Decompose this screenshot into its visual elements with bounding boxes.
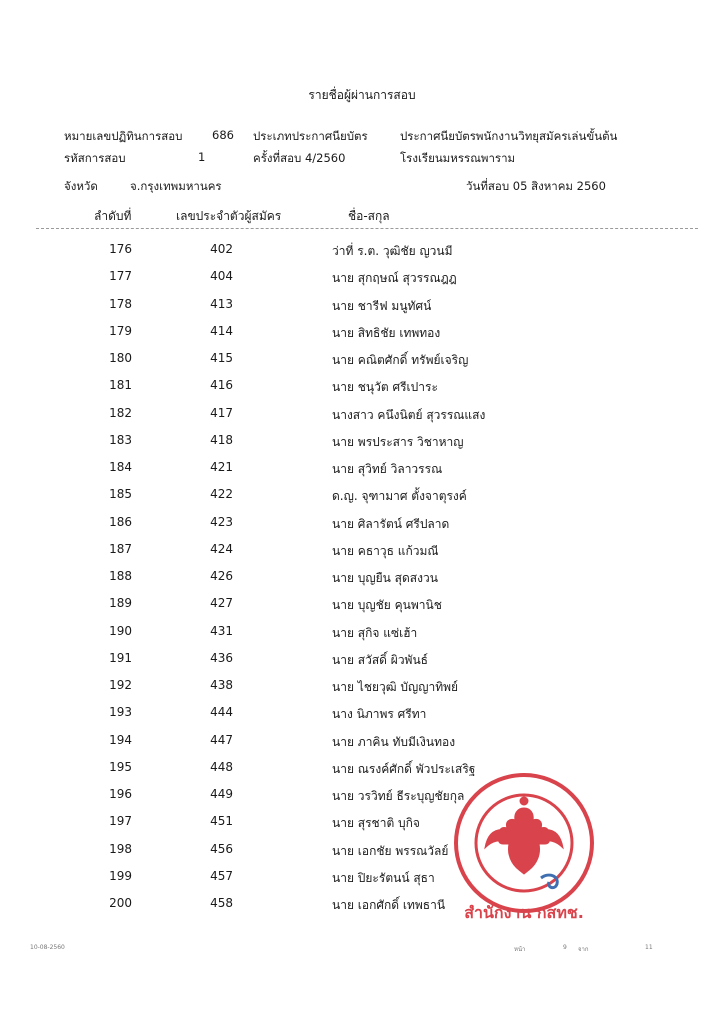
table-row [0, 297, 724, 317]
print-date: 10-08-2560 [30, 944, 65, 951]
row-name: นาย คธาวุธ แก้วมณี [332, 543, 439, 558]
row-seq: 189 [109, 596, 132, 611]
row-applicant-id: 427 [210, 596, 233, 611]
row-name: นาย ไชยวุฒิ บัญญาทิพย์ [332, 680, 459, 694]
row-applicant-id: 458 [210, 896, 233, 910]
row-name: นาย ชนุวัต ศรีเปาระ [332, 380, 438, 395]
exam-round: ครั้งที่สอบ 4/2560 [253, 151, 346, 165]
row-seq: 181 [109, 378, 132, 393]
row-name: นาย บุญชัย คุนพานิช [332, 598, 442, 613]
row-seq: 176 [109, 242, 132, 256]
row-applicant-id: 457 [210, 868, 233, 883]
table-row [0, 542, 724, 562]
row-name: นาย สุรชาติ บุกิจ [332, 816, 420, 831]
row-seq: 186 [109, 514, 132, 529]
exam-date: วันที่สอบ 05 สิงหาคม 2560 [466, 179, 606, 193]
row-name: นาย พรประสาร วิชาหาญ [332, 434, 464, 449]
row-seq: 195 [109, 759, 132, 774]
row-seq: 182 [109, 405, 132, 420]
row-seq: 192 [109, 678, 132, 692]
province-label: จังหวัด [64, 179, 98, 193]
row-seq: 185 [109, 487, 132, 502]
exam-code-label: รหัสการสอบ [64, 151, 126, 165]
row-seq: 194 [109, 732, 132, 747]
row-applicant-id: 447 [210, 732, 233, 747]
row-seq: 178 [109, 296, 132, 311]
row-name: นาย ปิยะรัตนน์ สุธา [332, 870, 435, 885]
row-name: นาย สุกิจ แซ่เฮ้า [332, 625, 418, 640]
certificate-type-label: ประเภทประกาศนียบัตร [253, 129, 368, 143]
row-name: นาย ณรงค์ศักดิ์ พัวประเสริฐ [332, 761, 476, 776]
row-seq: 200 [109, 896, 132, 910]
notice-label: หมายเลขปฏิทินการสอบ [64, 129, 183, 143]
row-applicant-id: 417 [210, 405, 233, 420]
table-row [0, 705, 724, 725]
province-value: จ.กรุงเทพมหานคร [130, 179, 222, 193]
row-applicant-id: 421 [210, 460, 233, 474]
table-row [0, 651, 724, 671]
row-applicant-id: 426 [210, 569, 233, 583]
row-applicant-id: 436 [210, 650, 233, 665]
row-name: นาย ภาคิน ทับมีเงินทอง [332, 734, 456, 749]
page-total: 11 [645, 944, 653, 951]
table-row [0, 869, 724, 889]
row-seq: 188 [109, 569, 132, 583]
table-row [0, 596, 724, 616]
row-applicant-id: 415 [210, 351, 233, 365]
table-row [0, 733, 724, 753]
row-name: นาย สวัสดิ์ ผิวพันธ์ [332, 652, 428, 667]
table-row [0, 433, 724, 453]
row-seq: 179 [109, 323, 132, 338]
table-row [0, 242, 724, 262]
row-applicant-id: 449 [210, 787, 233, 801]
row-applicant-id: 424 [210, 541, 233, 556]
header-divider [36, 228, 698, 229]
column-header-seq: ลำดับที่ [94, 209, 132, 223]
row-seq: 193 [109, 705, 132, 720]
row-name: นาย ชารีฟ มนูทัศน์ [332, 298, 432, 313]
table-row [0, 760, 724, 780]
row-name: นาย สุวิทย์ วิลาวรรณ [332, 462, 443, 476]
page-number: 9 [563, 944, 567, 951]
table-row [0, 324, 724, 344]
table-row [0, 460, 724, 480]
page-of-label: จาก [578, 946, 589, 953]
row-applicant-id: 413 [210, 296, 233, 311]
table-row [0, 814, 724, 834]
row-applicant-id: 438 [210, 678, 233, 692]
table-row [0, 569, 724, 589]
page-label: หน้า [514, 946, 526, 953]
exam-venue: โรงเรียนมหรรณพาราม [400, 151, 516, 165]
row-seq: 191 [109, 650, 132, 665]
row-applicant-id: 418 [210, 432, 233, 447]
row-seq: 196 [109, 787, 132, 801]
row-name: นาย คณิตศักดิ์ ทรัพย์เจริญ [332, 353, 469, 367]
row-name: ด.ญ. จุฑามาศ ตั้งจาตุรงค์ [332, 489, 467, 504]
row-seq: 180 [109, 351, 132, 365]
row-applicant-id: 414 [210, 323, 233, 338]
row-seq: 187 [109, 541, 132, 556]
row-applicant-id: 448 [210, 759, 233, 774]
row-applicant-id: 402 [210, 242, 233, 256]
table-row [0, 678, 724, 698]
table-row [0, 487, 724, 507]
row-applicant-id: 422 [210, 487, 233, 502]
table-row [0, 406, 724, 426]
row-seq: 198 [109, 841, 132, 856]
exam-code: 1 [198, 150, 206, 164]
row-name: นาย เอกศักดิ์ เทพธานี [332, 898, 446, 912]
official-seal-stamp [449, 768, 599, 926]
row-applicant-id: 444 [210, 705, 233, 720]
row-applicant-id: 416 [210, 378, 233, 393]
row-name: นาย บุญยืน สุดสงวน [332, 571, 438, 585]
column-header-applicant-id: เลขประจำตัวผู้สมัคร [176, 209, 282, 223]
row-name: นาย สุกฤษณ์ สุวรรณฎฎ [332, 271, 457, 286]
row-seq: 177 [109, 269, 132, 284]
row-seq: 184 [109, 460, 132, 474]
table-row [0, 269, 724, 289]
certificate-type-value: ประกาศนียบัตรพนักงานวิทยุสมัครเล่นขั้นต้น [400, 129, 618, 143]
table-row [0, 787, 724, 807]
row-name: นาย สิทธิชัย เทพทอง [332, 325, 441, 340]
row-applicant-id: 451 [210, 814, 233, 829]
table-row [0, 842, 724, 862]
row-seq: 190 [109, 623, 132, 638]
table-row [0, 378, 724, 398]
row-seq: 197 [109, 814, 132, 829]
page-title: รายชื่อผู้ผ่านการสอบ [308, 88, 416, 102]
row-seq: 199 [109, 868, 132, 883]
table-row [0, 351, 724, 371]
table-row [0, 624, 724, 644]
row-name: ว่าที่ ร.ต. วุฒิชัย ญวนมี [332, 244, 453, 258]
row-name: นางสาว คนึงนิตย์ สุวรรณแสง [332, 407, 486, 422]
garuda-emblem-icon [485, 797, 563, 874]
row-name: นาง นิภาพร ศรีทา [332, 707, 427, 722]
row-seq: 183 [109, 432, 132, 447]
stamp-text: สำนักงาน กสทช. [464, 903, 584, 922]
row-name: นาย เอกชัย พรรณวัลย์ [332, 843, 449, 858]
row-applicant-id: 404 [210, 269, 233, 284]
row-name: นาย ศิลารัตน์ ศรีปลาด [332, 516, 450, 531]
notice-number: 686 [212, 128, 234, 142]
row-applicant-id: 423 [210, 514, 233, 529]
row-applicant-id: 456 [210, 841, 233, 856]
table-row [0, 896, 724, 916]
row-name: นาย วรวิทย์ ธีระบุญชัยกุล [332, 789, 465, 803]
column-header-name: ชื่อ-สกุล [348, 209, 390, 223]
row-applicant-id: 431 [210, 623, 233, 638]
table-row [0, 515, 724, 535]
